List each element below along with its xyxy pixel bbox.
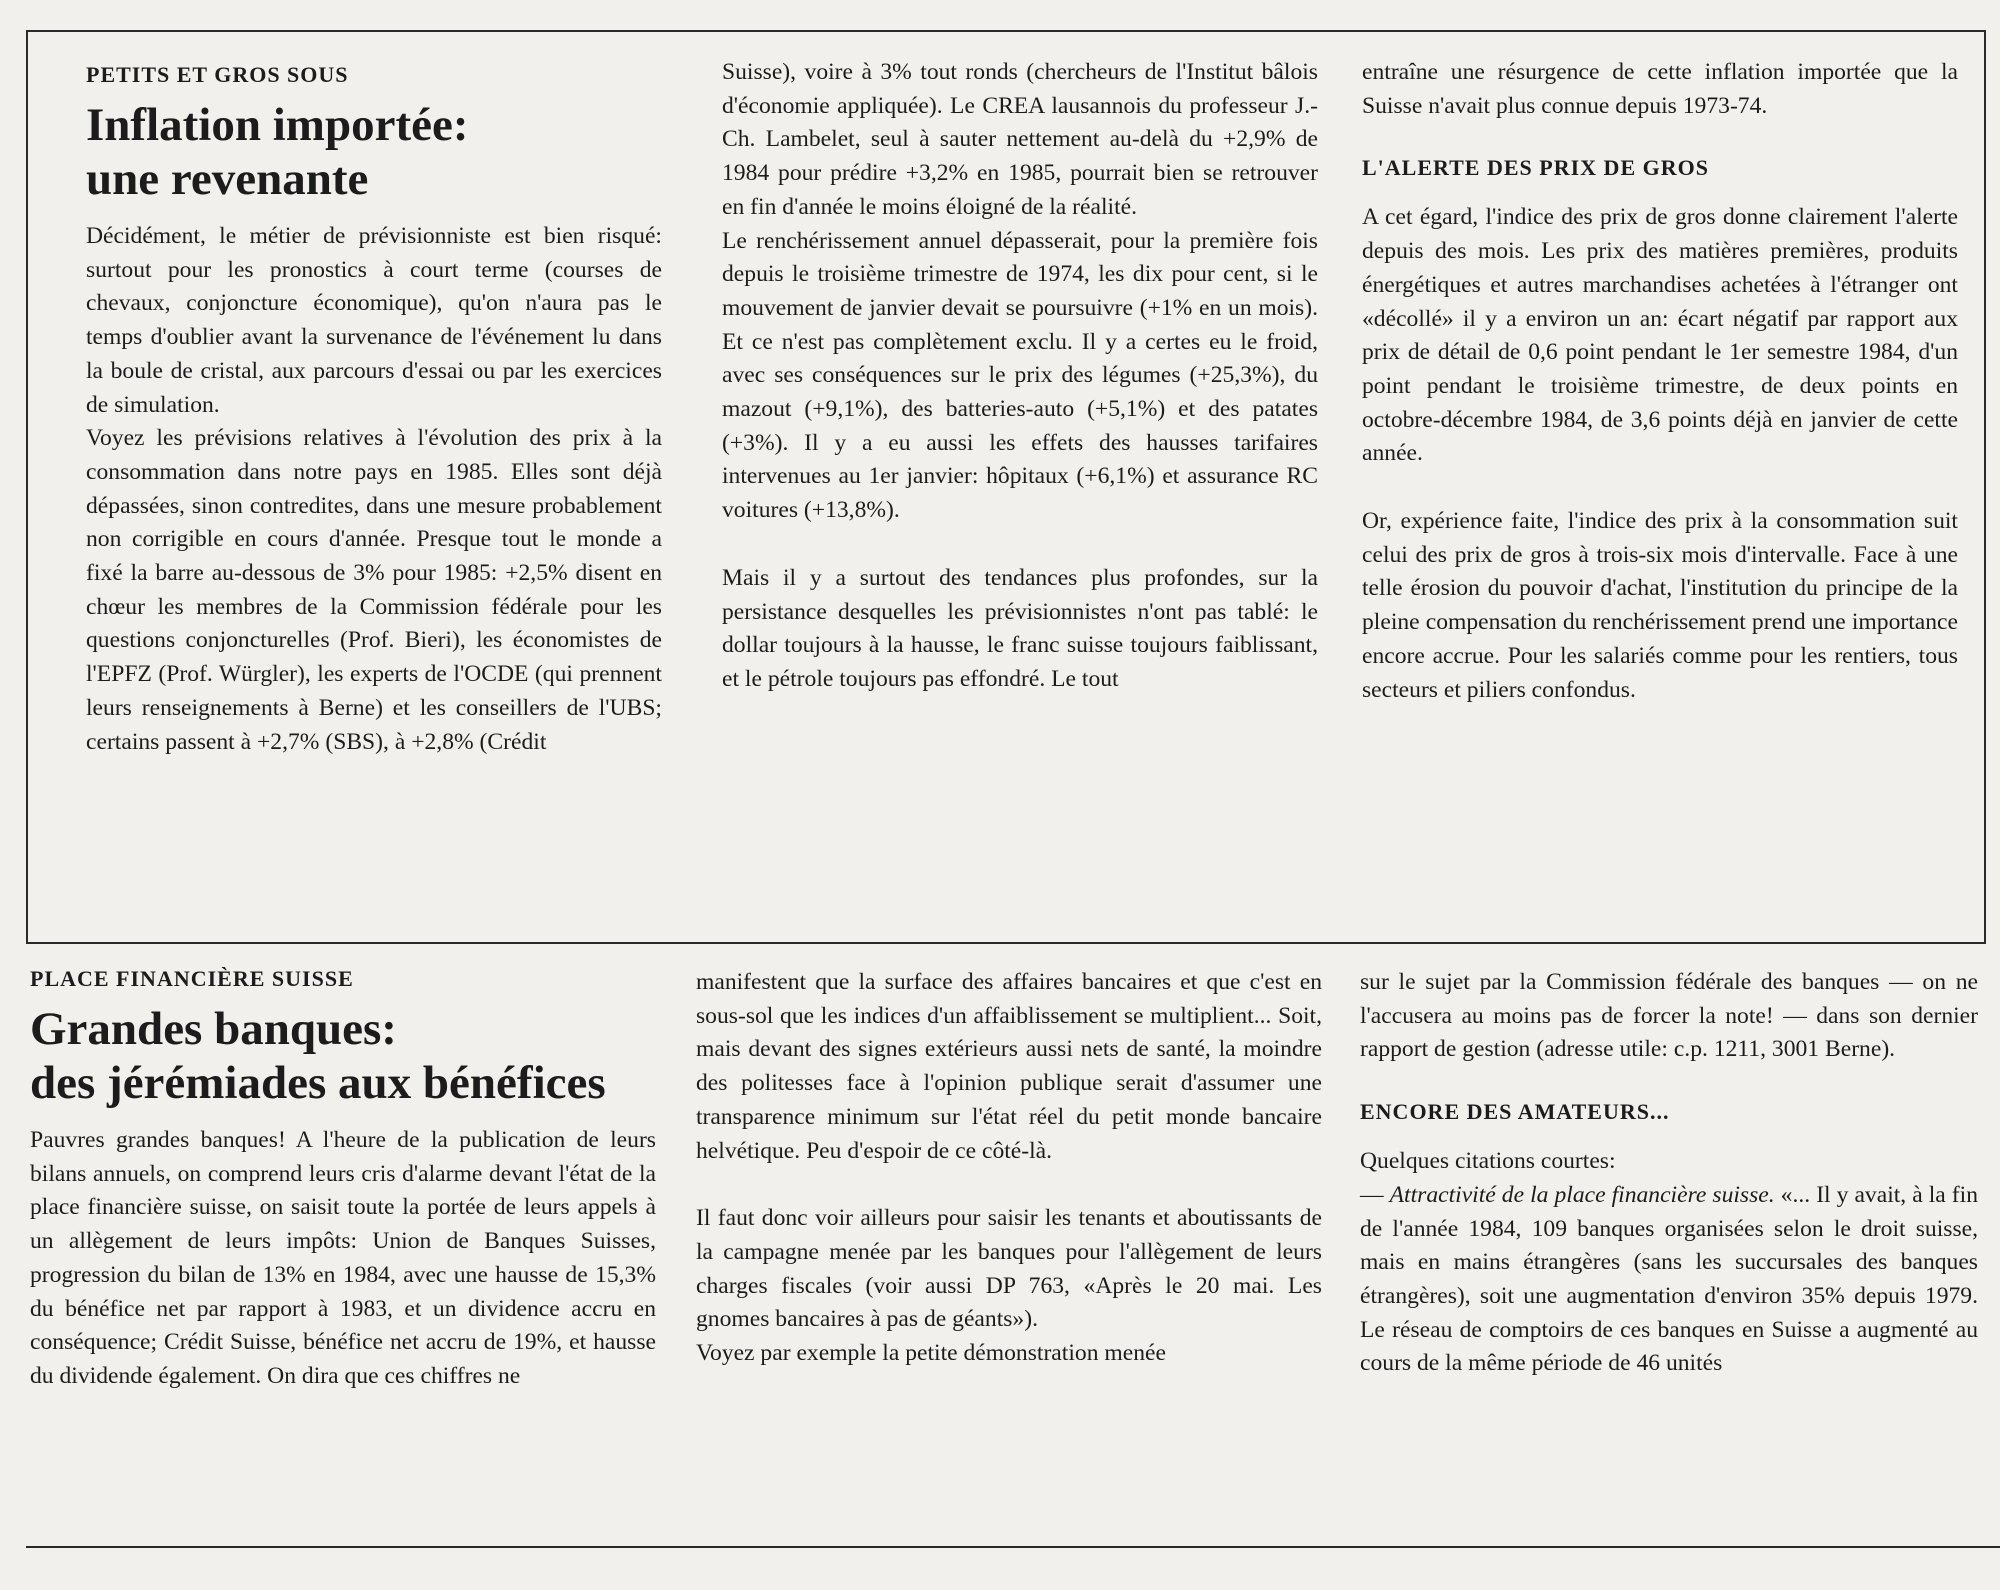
paragraph: Le renchérissement annuel dépasserait, pour la première fois depuis le troisième trimestre de 1974, les dix pour cent, si le mouvement de janvier devait se poursuivre (+1% en un mois). Et ce n'est pas complètement exclu. Il y a certes eu le froid, avec ses conséquences sur le prix des légumes (+25,3%), du mazout (+9,1%), des batteries-auto (+5,1%) et des patates (+3%). Il y a eu aussi les effets des hausses tarifaires intervenues au 1er janvier: hôpitaux (+6,1%) et assurance RC voitures (+13,8%). bbox=[722, 227, 1318, 524]
article1-subhead: L'ALERTE DES PRIX DE GROS bbox=[1362, 155, 1709, 181]
paragraph: Il faut donc voir ailleurs pour saisir les tenants et aboutissants de la campagne menée par les banques pour l'allègement de leurs charges fiscales (voir aussi DP 763, «Après le 20 mai. Les gnomes bancaires à pas de géants»). bbox=[696, 1205, 1322, 1333]
paragraph: Pauvres grandes banques! A l'heure de la publication de leurs bilans annuels, on comprend leurs cris d'alarme devant l'état de la place financière suisse, on saisit toute la portée de leurs appels à un allègement de leurs impôts: Union de Banques Suisses, progression du bilan de 13% en 1984, avec une hausse de 15,3% du bénéfice net par rapport à 1983, et un dividence accru en conséquence; Crédit Suisse, bénéfice net accru de 19%, et hausse du dividende également. On dira que ces chiffres ne bbox=[30, 1127, 656, 1389]
paragraph: entraîne une résurgence de cette inflation importée que la Suisse n'avait plus connue depuis 1973-74. bbox=[1362, 59, 1958, 119]
paragraph: Suisse), voire à 3% tout ronds (chercheurs de l'Institut bâlois d'économie appliquée). Le CREA lausannois du professeur J.-Ch. Lambelet, seul à sauter nettement au-delà du +2,9% de 1984 pour prédire +3,2% en 1985, pourrait bien se retrouver en fin d'année le moins éloigné de la réalité. bbox=[722, 59, 1318, 220]
paragraph: Décidément, le métier de prévisionniste est bien risqué: surtout pour les pronostics à court terme (courses de chevaux, conjoncture économique), qu'on n'aura pas le temps d'oublier avant la survenance de l'événement lu dans la boule de cristal, aux parcours d'essai ou par les exercices de simulation. bbox=[86, 223, 662, 418]
paragraph: Voyez les prévisions relatives à l'évolution des prix à la consommation dans notre pays en 1985. Elles sont déjà dépassées, sinon contredites, dans une mesure probablement non corrigible en cours d'année. Presque tout le monde a fixé la barre au-dessous de 3% pour 1985: +2,5% disent en chœur les membres de la Commission fédérale pour les questions conjoncturelles (Prof. Bieri), les économistes de l'EPFZ (Prof. Würgler), les experts de l'OCDE (qui prennent leurs renseignements à Berne) et les conseillers de l'UBS; certains passent à +2,7% (SBS), à +2,8% (Crédit bbox=[86, 425, 662, 755]
article2-kicker: PLACE FINANCIÈRE SUISSE bbox=[30, 966, 354, 991]
article1-headline: Inflation importée: une revenante bbox=[86, 99, 469, 205]
article2-subhead: ENCORE DES AMATEURS... bbox=[1360, 1099, 1670, 1125]
bottom-rule bbox=[26, 1546, 2000, 1548]
article1-column-1 bbox=[86, 62, 662, 759]
paragraph: Quelques citations courtes: bbox=[1360, 1148, 1616, 1175]
article2-column-3 bbox=[1360, 966, 1978, 1381]
article2-column-1 bbox=[30, 966, 656, 1394]
article-inflation bbox=[26, 30, 1986, 944]
paragraph: sur le sujet par la Commission fédérale des banques — on ne l'accusera au moins pas de forcer la note! — dans son dernier rapport de gestion (adresse utile: c.p. 1211, 3001 Berne). bbox=[1360, 969, 1978, 1063]
article1-kicker: PETITS ET GROS SOUS bbox=[86, 62, 349, 87]
article2-headline: Grandes banques: des jérémiades aux bénéfices bbox=[30, 1003, 606, 1109]
paragraph: A cet égard, l'indice des prix de gros donne clairement l'alerte depuis des mois. Les prix des matières premières, produits énergétiques et autres marchandises achetées à l'étranger ont «décollé» il y a environ un an: écart négatif par rapport aux prix de détail de 0,6 point pendant le 1er semestre 1984, d'un point pendant le troisième trimestre, de deux points en octobre-décembre 1984, de 3,6 points déjà en janvier de cette année. bbox=[1362, 204, 1958, 467]
quote-paragraph: — Attractivité de la place financière suisse. «... Il y avait, à la fin de l'année 1984, 109 banques organisées selon le droit suisse, mais en mains étrangères (sans les succursales des banques étrangères), soit une augmentation d'environ 35% depuis 1979. Le réseau de comptoirs de ces banques en Suisse a augmenté au cours de la même période de 46 unités bbox=[1360, 1181, 1978, 1377]
article1-column-3 bbox=[1362, 56, 1958, 707]
paragraph: manifestent que la surface des affaires bancaires et que c'est en sous-sol que les indices d'un affaiblissement se multiplient... Soit, mais devant des signes extérieurs aussi nets de santé, la moindre des politesses face à l'opinion publique serait d'assumer une transparence minimum sur l'état réel du petit monde bancaire helvétique. Peu d'espoir de ce côté-là. bbox=[696, 969, 1322, 1164]
article-banques bbox=[26, 960, 1986, 1520]
article1-column-2 bbox=[722, 56, 1318, 697]
paragraph: Mais il y a surtout des tendances plus profondes, sur la persistance desquelles les prévisionnistes n'ont pas tablé: le dollar toujours à la hausse, le franc suisse toujours faiblissant, et le pétrole toujours pas effondré. Le tout bbox=[722, 564, 1318, 692]
article2-column-2 bbox=[696, 966, 1322, 1371]
paragraph: Voyez par exemple la petite démonstration menée bbox=[696, 1340, 1166, 1367]
paragraph: Or, expérience faite, l'indice des prix à la consommation suit celui des prix de gros à trois-six mois d'intervalle. Face à une telle érosion du pouvoir d'achat, l'institution du principe de la pleine compensation du renchérissement prend une importance encore accrue. Pour les salariés comme pour les rentiers, tous secteurs et piliers confondus. bbox=[1362, 508, 1958, 703]
